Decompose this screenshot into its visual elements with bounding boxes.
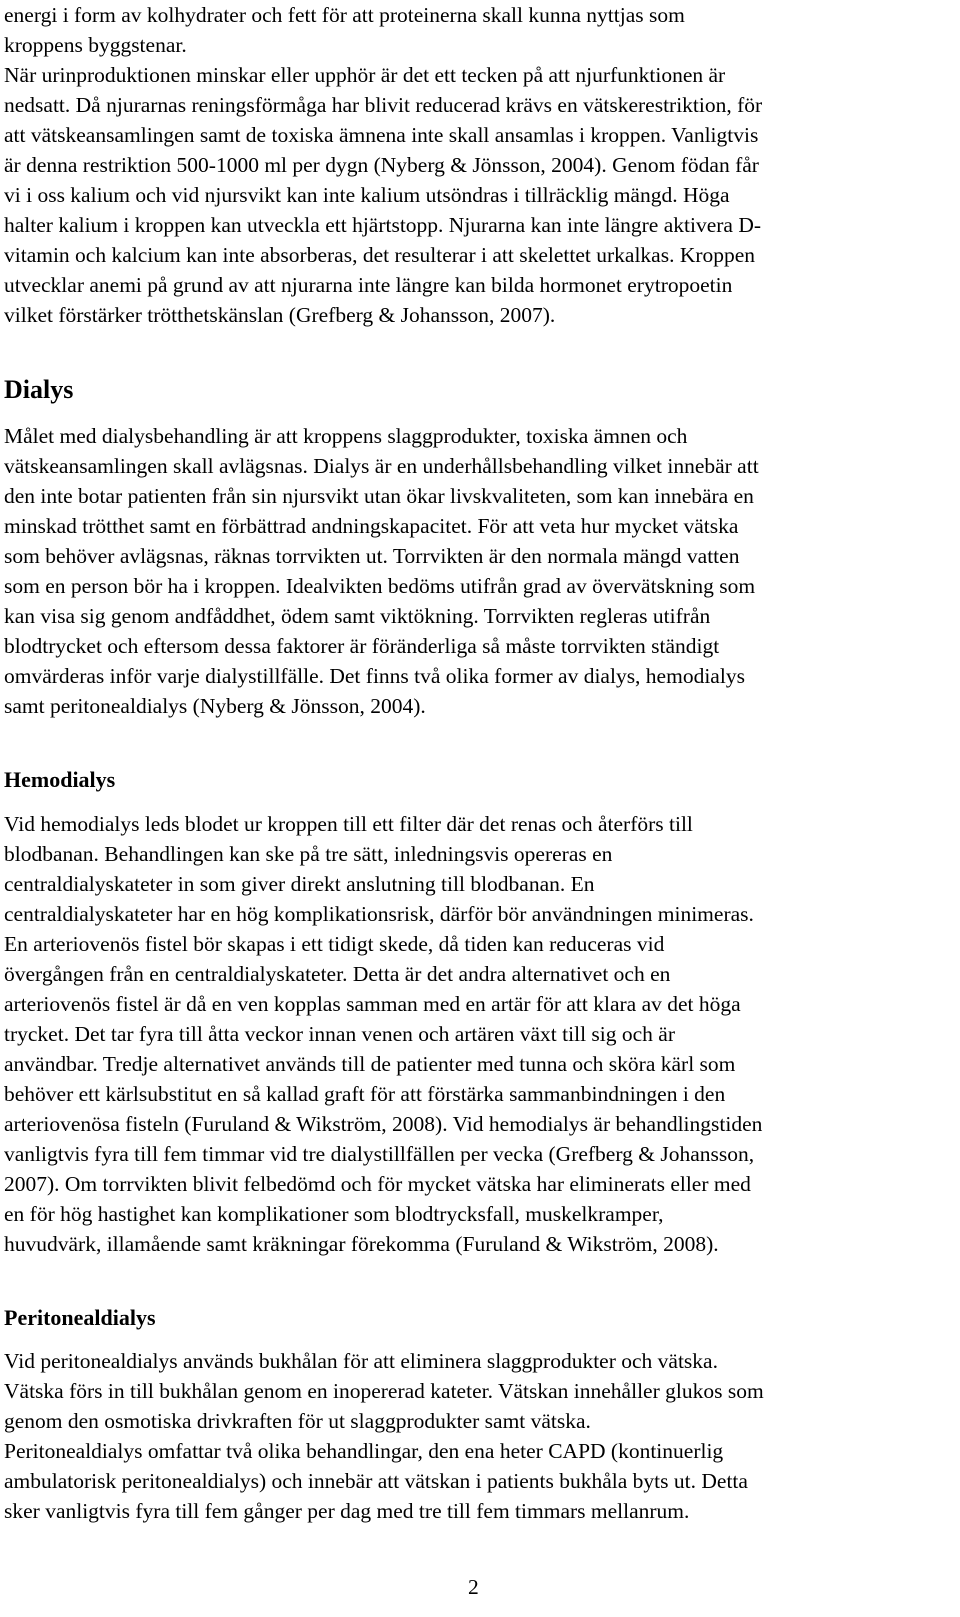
dialys-line-8: blodtrycket och eftersom dessa faktorer är föränderliga så måste torrvikten ständigt [4, 634, 720, 658]
hemodialys-line-1: Vid hemodialys leds blodet ur kroppen till ett filter där det renas och återförs till [4, 812, 693, 836]
peritonealdialys-line-4: Peritonealdialys omfattar två olika behandlingar, den ena heter CAPD (kontinuerlig [4, 1439, 724, 1463]
intro-line-2: kroppens byggstenar. [4, 33, 187, 57]
dialys-line-9: omvärderas inför varje dialystillfälle. Det finns två olika former av dialys, hemodialys [4, 664, 745, 688]
intro-line-9: vitamin och kalcium kan inte absorberas, det resulterar i att skelettet urkalkas. Kroppen [4, 243, 756, 267]
intro-line-8: halter kalium i kroppen kan utveckla ett hjärtstopp. Njurarna kan inte längre aktivera D- [4, 213, 762, 237]
peritonealdialys-line-6: sker vanligtvis fyra till fem gånger per dag med tre till fem timmars mellanrum. [4, 1499, 690, 1523]
peritonealdialys-line-3: genom den osmotiska drivkraften för ut slaggprodukter samt vätska. [4, 1409, 591, 1433]
hemodialys-line-15: huvudvärk, illamående samt kräkningar förekomma (Furuland & Wikström, 2008). [4, 1232, 719, 1256]
hemodialys-line-14: en för hög hastighet kan komplikationer som blodtrycksfall, muskelkramper, [4, 1202, 664, 1226]
intro-line-7: vi i oss kalium och vid njursvikt kan inte kalium utsöndras i tillräcklig mängd. Höga [4, 183, 730, 207]
dialys-line-5: som behöver avlägsnas, räknas torrvikten ut. Torrvikten är den normala mängd vatten [4, 544, 740, 568]
hemodialys-line-6: övergången från en centraldialyskateter. Detta är det andra alternativet och en [4, 962, 671, 986]
intro-line-10: utvecklar anemi på grund av att njurarna inte längre kan bilda hormonet erytropoetin [4, 273, 733, 297]
page-number: 2 [468, 1575, 479, 1599]
hemodialys-line-9: användbar. Tredje alternativet används till de patienter med tunna och sköra kärl som [4, 1052, 736, 1076]
dialys-line-7: kan visa sig genom andfåddhet, ödem samt viktökning. Torrvikten regleras utifrån [4, 604, 711, 628]
peritonealdialys-line-2: Vätska förs in till bukhålan genom en inopererad kateter. Vätskan innehåller glukos som [4, 1379, 764, 1403]
peritonealdialys-line-5: ambulatorisk peritonealdialys) och innebär att vätskan i patients bukhåla byts ut. Detta [4, 1469, 748, 1493]
section-heading-dialys: Dialys [4, 375, 74, 404]
intro-line-11: vilket förstärker trötthetskänslan (Grefberg & Johansson, 2007). [4, 303, 556, 327]
dialys-line-1: Målet med dialysbehandling är att kroppens slaggprodukter, toxiska ämnen och [4, 424, 688, 448]
hemodialys-line-5: En arteriovenös fistel bör skapas i ett tidigt skede, då tiden kan reduceras vid [4, 932, 665, 956]
intro-line-5: att vätskeansamlingen samt de toxiska ämnena inte skall ansamlas i kroppen. Vanligtvis [4, 123, 759, 147]
hemodialys-line-4: centraldialyskateter har en hög komplikationsrisk, därför bör användningen minimeras. [4, 902, 754, 926]
dialys-line-4: minskad trötthet samt en förbättrad andningskapacitet. För att veta hur mycket vätska [4, 514, 739, 538]
dialys-line-2: vätskeansamlingen skall avlägsnas. Dialys är en underhållsbehandling vilket innebär att [4, 454, 759, 478]
hemodialys-line-7: arteriovenös fistel är då en ven kopplas samman med en artär för att klara av det höga [4, 992, 741, 1016]
dialys-line-10: samt peritonealdialys (Nyberg & Jönsson, 2004). [4, 694, 426, 718]
intro-line-1: energi i form av kolhydrater och fett för att proteinerna skall kunna nyttjas som [4, 3, 685, 27]
hemodialys-line-2: blodbanan. Behandlingen kan ske på tre sätt, inledningsvis opereras en [4, 842, 613, 866]
hemodialys-line-3: centraldialyskateter in som giver direkt anslutning till blodbanan. En [4, 872, 595, 896]
hemodialys-line-12: vanligtvis fyra till fem timmar vid tre dialystillfällen per vecka (Grefberg & Johansson, [4, 1142, 755, 1166]
intro-line-6: är denna restriktion 500-1000 ml per dygn (Nyberg & Jönsson, 2004). Genom födan får [4, 153, 759, 177]
intro-line-4: nedsatt. Då njurarnas reningsförmåga har blivit reducerad krävs en vätskerestriktion, för [4, 93, 763, 117]
dialys-line-3: den inte botar patienten från sin njursvikt utan ökar livskvaliteten, som kan innebära en [4, 484, 754, 508]
peritonealdialys-line-1: Vid peritonealdialys används bukhålan för att eliminera slaggprodukter och vätska. [4, 1349, 718, 1373]
section-heading-peritonealdialys: Peritonealdialys [4, 1305, 156, 1330]
intro-line-3: När urinproduktionen minskar eller upphör är det ett tecken på att njurfunktionen är [4, 63, 726, 87]
hemodialys-line-11: arteriovenösa fisteln (Furuland & Wikström, 2008). Vid hemodialys är behandlingstiden [4, 1112, 763, 1136]
hemodialys-line-8: trycket. Det tar fyra till åtta veckor innan venen och artären växt till sig och är [4, 1022, 676, 1046]
hemodialys-line-10: behöver ett kärlsubstitut en så kallad graft för att förstärka sammanbindningen i den [4, 1082, 726, 1106]
hemodialys-line-13: 2007). Om torrvikten blivit felbedömd och för mycket vätska har eliminerats eller med [4, 1172, 751, 1196]
section-heading-hemodialys: Hemodialys [4, 767, 116, 792]
dialys-line-6: som en person bör ha i kroppen. Idealvikten bedöms utifrån grad av övervätskning som [4, 574, 756, 598]
